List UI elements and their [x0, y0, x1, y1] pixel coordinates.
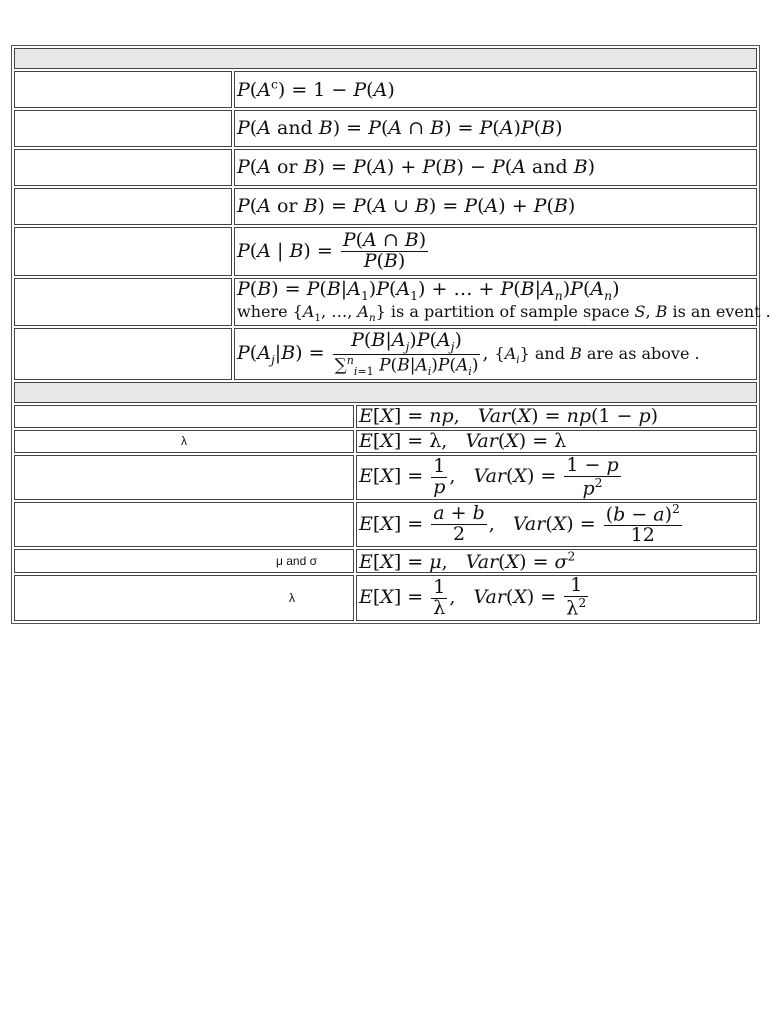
table-row	[14, 575, 757, 620]
table-row	[14, 328, 757, 380]
uniform-moments: E[X] = $\frac{a + b}{2}$ , Var(X) = $\frac{(b - a)^2}{12}$	[356, 502, 757, 547]
table-row	[14, 110, 757, 147]
table-row	[14, 227, 757, 276]
independent-formula: P(A and B) = P(A ∩ B) = P(A)P(B)	[234, 110, 757, 147]
probability-rules-table	[12, 46, 771, 382]
distributions-header-row	[14, 382, 757, 403]
table-row	[14, 149, 757, 186]
table-row	[14, 405, 757, 428]
formula-sheet	[11, 45, 771, 624]
rule-name-cell	[14, 188, 232, 225]
poisson-moments: E[X] = λ, Var(X) = λ	[356, 430, 757, 453]
bayes-formula: $P(A_j|B)$ = $\frac{P(B|A_j)P(A_j)}{\sum^n_{i=1} P(B|A_i)P(A_i)}$ , $\{A_i\}$ and B are as above .	[234, 328, 757, 380]
partition-note: where {$A_1$, …, $A_n$} is a partition of sample space S, B is an event .	[237, 302, 771, 325]
rule-name-cell	[14, 227, 232, 276]
table-row	[14, 430, 757, 453]
rule-name-cell	[14, 328, 232, 380]
probability-header-cell	[14, 48, 757, 69]
table-row	[14, 71, 757, 108]
addition-formula: P(A or B) = P(A) + P(B) − P(A and B)	[234, 149, 757, 186]
geometric-moments: E[X] = $\frac{1}{p}$ , Var(X) = $\frac{1 - p}{p^2}$	[356, 455, 757, 500]
table-row	[14, 549, 757, 573]
table-row	[14, 455, 757, 500]
rule-name-cell	[14, 71, 232, 108]
exclusive-formula: P(A or B) = P(A ∪ B) = P(A) + P(B)	[234, 188, 757, 225]
distributions-header-cell	[14, 382, 757, 403]
total-probability-formula: $P(B) = P(B|A_1)P(A_1)$ + … + $P(B|A_n)P(A_n)$ where {$A_1$, …, $A_n$} is a partition of sample space S, B is an event .	[234, 278, 757, 326]
normal-param-label: μ and σ	[14, 549, 354, 573]
complement-formula: $P(A^c) = 1 - P(A)$	[234, 71, 757, 108]
poisson-param-label: λ	[14, 430, 354, 453]
normal-moments: E[X] = μ, $Var(X) = \sigma^2$	[356, 549, 757, 573]
rule-name-cell	[14, 110, 232, 147]
table-row	[14, 278, 757, 326]
distributions-table	[12, 380, 759, 623]
probability-header-row	[14, 48, 757, 69]
conditional-formula: P(A | B) = $\frac{P(A \cap B)}{P(B)}$	[234, 227, 757, 276]
distribution-name-cell	[14, 405, 354, 428]
table-row	[14, 188, 757, 225]
distribution-name-cell	[14, 455, 354, 500]
distribution-name-cell	[14, 502, 354, 547]
rule-name-cell	[14, 149, 232, 186]
exponential-param-label: λ	[14, 575, 354, 620]
exponential-moments: E[X] = $\frac{1}{\lambda}$ , Var(X) = $\frac{1}{\lambda^2}$	[356, 575, 757, 620]
rule-name-cell	[14, 278, 232, 326]
binomial-moments: E[X] = np, Var(X) = np(1 − p)	[356, 405, 757, 428]
table-row	[14, 502, 757, 547]
